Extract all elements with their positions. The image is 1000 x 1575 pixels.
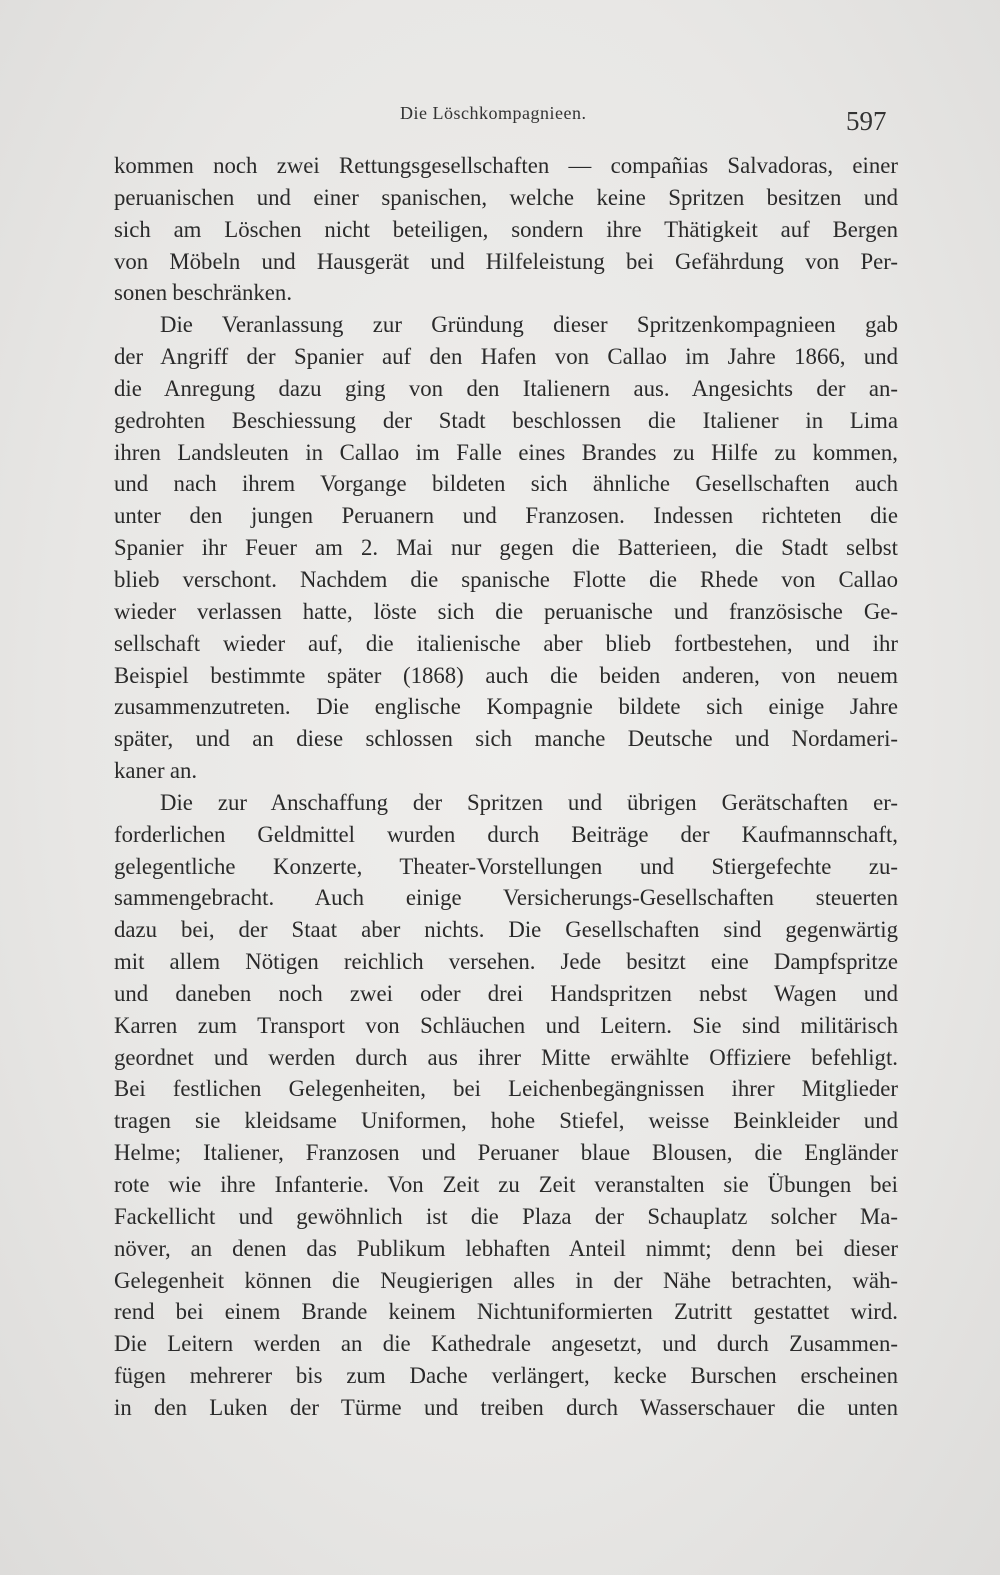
text-line: forderlichen Geldmittel wurden durch Beiträge der Kaufmannschaft,	[114, 821, 898, 847]
body-text	[114, 150, 898, 1424]
text-line: später, und an diese schlossen sich manche Deutsche und Nordameri-	[114, 726, 898, 752]
text-line: Bei festlichen Gelegenheiten, bei Leichenbegängnissen ihrer Mitglieder	[114, 1076, 898, 1102]
text-line: sellschaft wieder auf, die italienische aber blieb fortbestehen, und ihr	[114, 630, 898, 656]
text-line: rend bei einem Brande keinem Nichtuniformierten Zutritt gestattet wird.	[114, 1299, 898, 1325]
text-line: dazu bei, der Staat aber nichts. Die Gesellschaften sind gegenwärtig	[114, 917, 898, 943]
text-line: geordnet und werden durch aus ihrer Mitte erwählte Offiziere befehligt.	[114, 1044, 898, 1070]
paragraph-first-line: Die Veranlassung zur Gründung dieser Spritzenkompagnieen gab	[160, 312, 898, 338]
text-line: Spanier ihr Feuer am 2. Mai nur gegen die Batterieen, die Stadt selbst	[114, 535, 898, 561]
text-line: zusammenzutreten. Die englische Kompagnie bildete sich einige Jahre	[114, 694, 898, 720]
text-line: Karren zum Transport von Schläuchen und Leitern. Sie sind militärisch	[114, 1012, 898, 1038]
text-line: rote wie ihre Infanterie. Von Zeit zu Zeit veranstalten sie Übungen bei	[114, 1172, 898, 1197]
page-number: 597	[846, 106, 887, 136]
text-line: wieder verlassen hatte, löste sich die peruanische und französische Ge-	[114, 598, 898, 624]
text-line: Gelegenheit können die Neugierigen alles in der Nähe betrachten, wäh-	[114, 1267, 898, 1293]
text-line: Fackellicht und gewöhnlich ist die Plaza der Schauplatz solcher Ma-	[114, 1203, 898, 1229]
text-line: peruanischen und einer spanischen, welche keine Spritzen besitzen und	[114, 184, 898, 210]
text-line: tragen sie kleidsame Uniformen, hohe Stiefel, weisse Beinkleider und	[114, 1108, 898, 1134]
text-line: und daneben noch zwei oder drei Handspritzen nebst Wagen und	[114, 980, 898, 1006]
text-line: die Anregung dazu ging von den Italienern aus. Angesichts der an-	[114, 375, 898, 401]
text-line: der Angriff der Spanier auf den Hafen von Callao im Jahre 1866, und	[114, 344, 898, 370]
text-line: sonen beschränken.	[114, 280, 293, 306]
text-line: gelegentliche Konzerte, Theater-Vorstellungen und Stiergefechte zu-	[114, 853, 898, 879]
paragraph-first-line: Die zur Anschaffung der Spritzen und übrigen Gerätschaften er-	[160, 789, 898, 815]
text-line: sammengebracht. Auch einige Versicherungs-Gesellschaften steuerten	[114, 885, 898, 911]
text-line: von Möbeln und Hausgerät und Hilfeleistung bei Gefährdung von Per-	[114, 248, 898, 274]
text-line: unter den jungen Peruanern und Franzosen. Indessen richteten die	[114, 503, 898, 529]
text-line: ihren Landsleuten in Callao im Falle eines Brandes zu Hilfe zu kommen,	[114, 439, 898, 465]
text-line: und nach ihrem Vorgange bildeten sich ähnliche Gesellschaften auch	[114, 471, 898, 497]
text-line: kommen noch zwei Rettungsgesellschaften — compañias Salvadoras, einer	[114, 153, 898, 178]
text-line: növer, an denen das Publikum lebhaften Anteil nimmt; denn bei dieser	[114, 1235, 898, 1261]
text-line: blieb verschont. Nachdem die spanische Flotte die Rhede von Callao	[114, 566, 898, 592]
text-line: sich am Löschen nicht beteiligen, sondern ihre Thätigkeit auf Bergen	[114, 216, 898, 242]
text-line: in den Luken der Türme und treiben durch Wasserschauer die unten	[114, 1394, 898, 1420]
text-line: Beispiel bestimmte später (1868) auch die beiden anderen, von neuem	[114, 662, 898, 688]
text-line: mit allem Nötigen reichlich versehen. Jede besitzt eine Dampfspritze	[114, 949, 898, 975]
text-line: Die Leitern werden an die Kathedrale angesetzt, und durch Zusammen-	[114, 1331, 898, 1357]
text-line: kaner an.	[114, 758, 198, 784]
text-line: gedrohten Beschiessung der Stadt beschlossen die Italiener in Lima	[114, 407, 898, 433]
running-title: Die Löschkompagnieen.	[400, 103, 587, 123]
text-line: Helme; Italiener, Franzosen und Peruaner blaue Blousen, die Engländer	[114, 1140, 898, 1166]
text-line: fügen mehrerer bis zum Dache verlängert, kecke Burschen erscheinen	[114, 1363, 898, 1389]
